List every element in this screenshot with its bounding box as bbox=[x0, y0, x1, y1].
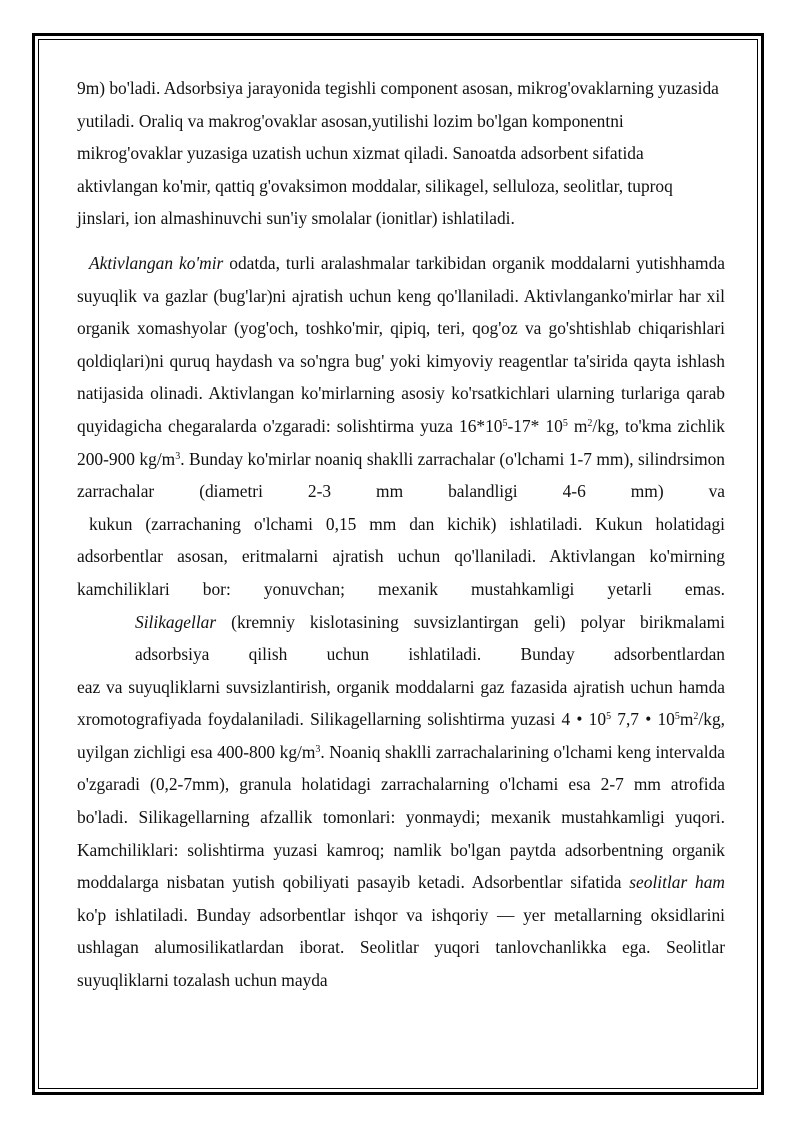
paragraph-activated-carbon-tail: kukun (zarrachaning o'lchami 0,15 mm dan kichik) ishlatiladi. Kukun holatidagi adsorbentlar asosan, eritmalarni ajratish uchun qo'llaniladi. Aktivlangan ko'mirning kamchiliklari bor: yonuvchan; mexanik mustahkamligi yetarli emas. bbox=[77, 513, 725, 599]
paragraph-silica-gel bbox=[77, 606, 725, 997]
paragraph-activated-carbon-body: Aktivlangan ko'mir odatda, turli aralashmalar tarkibidan organik moddalarni yutishhamda suyuqlik va gazlar (bug'lar)ni ajratish uchun keng qo'llaniladi. Aktivlanganko'mirlar har xil organik xomashyolar (yog'och, toshko'mir, qipiq, teri, qog'oz va go'shtishlab chiqarishlari qoldiqlari)ni quruq haydash va so'ngra bug' yoki kimyoviy reagentlar ta'sirida qayta ishlash natijasida olinadi. Aktivlangan ko'mirlarning asosiy ko'rsatkichlari ularning turlariga qarab quyidagicha chegaralarda o'zgaradi: solishtirma yuza $16*10^5-17*$ $10^5$ $m^2/kg$, to'kma zichlik 200-900 $kg/m^3$. Bunday ko'mirlar noaniq shaklli zarrachalar (o'lchami 1-7 mm), silindrsimon zarrachalar (diametri 2-3 mm balandligi 4-6 mm) va bbox=[77, 252, 726, 502]
term-silica-gel: Silikagellar bbox=[135, 611, 217, 632]
paragraph-activated-carbon bbox=[77, 247, 725, 606]
term-zeolites: seolitlar ham bbox=[629, 872, 725, 893]
paragraph-silica-gel-intro: Silikagellar (kremniy kislotasining suvsizlantirgan geli) polyar birikmalami adsorbsiya qilish uchun ishlatiladi. Bunday adsorbentlardan bbox=[135, 611, 725, 665]
document-body bbox=[77, 72, 725, 997]
paragraph-silica-gel-body: eaz va suyuqliklarni suvsizlantirish, organik moddalarni gaz fazasida ajratish uchun hamda xromotografiyada foydalaniladi. Silikagellarning solishtirma yuzasi 4 • $10^5$ 7,7 • $10^5m^2/kg$, uyilgan zichligi esa 400-800 $kg/m^3$. Noaniq shaklli zarrachalarining o'lchami keng intervalda o'zgaradi (0,2-7mm), granula holatidagi zarrachalarning o'lchami esa 2-7 mm atrofida bo'ladi. Silikagellarning afzallik tomonlari: yonmaydi; mexanik mustahkamligi yuqori. Kamchiliklari: solishtirma yuzasi kamroq; namlik bo'lgan paytda adsorbentning organik moddalarga nisbatan yutish qobiliyati pasayib ketadi. Adsorbentlar sifatida seolitlar ham ko'p ishlatiladi. Bunday adsorbentlar ishqor va ishqoriy — yer metallarning oksidlarini ushlagan alumosilikatlardan iborat. Seolitlar yuqori tanlovchanlikka ega. Seolitlar suyuqliklarni tozalash uchun mayda bbox=[77, 676, 725, 991]
paragraph-1: 9m) bo'ladi. Adsorbsiya jarayonida tegishli component asosan, mikrog'ovaklarning yuzasida yutiladi. Oraliq va makrog'ovaklar asosan,yutilishi lozim bo'lgan komponentni mikrog'ovaklar yuzasiga uzatish uchun xizmat qiladi. Sanoatda adsorbent sifatida aktivlangan ko'mir, qattiq g'ovaksimon moddalar, silikagel, selluloza, seolitlar, tuproq jinslari, ion almashinuvchi sun'iy smolalar (ionitlar) ishlatiladi. bbox=[77, 78, 719, 229]
term-activated-carbon: Aktivlangan ko'mir bbox=[89, 252, 224, 273]
